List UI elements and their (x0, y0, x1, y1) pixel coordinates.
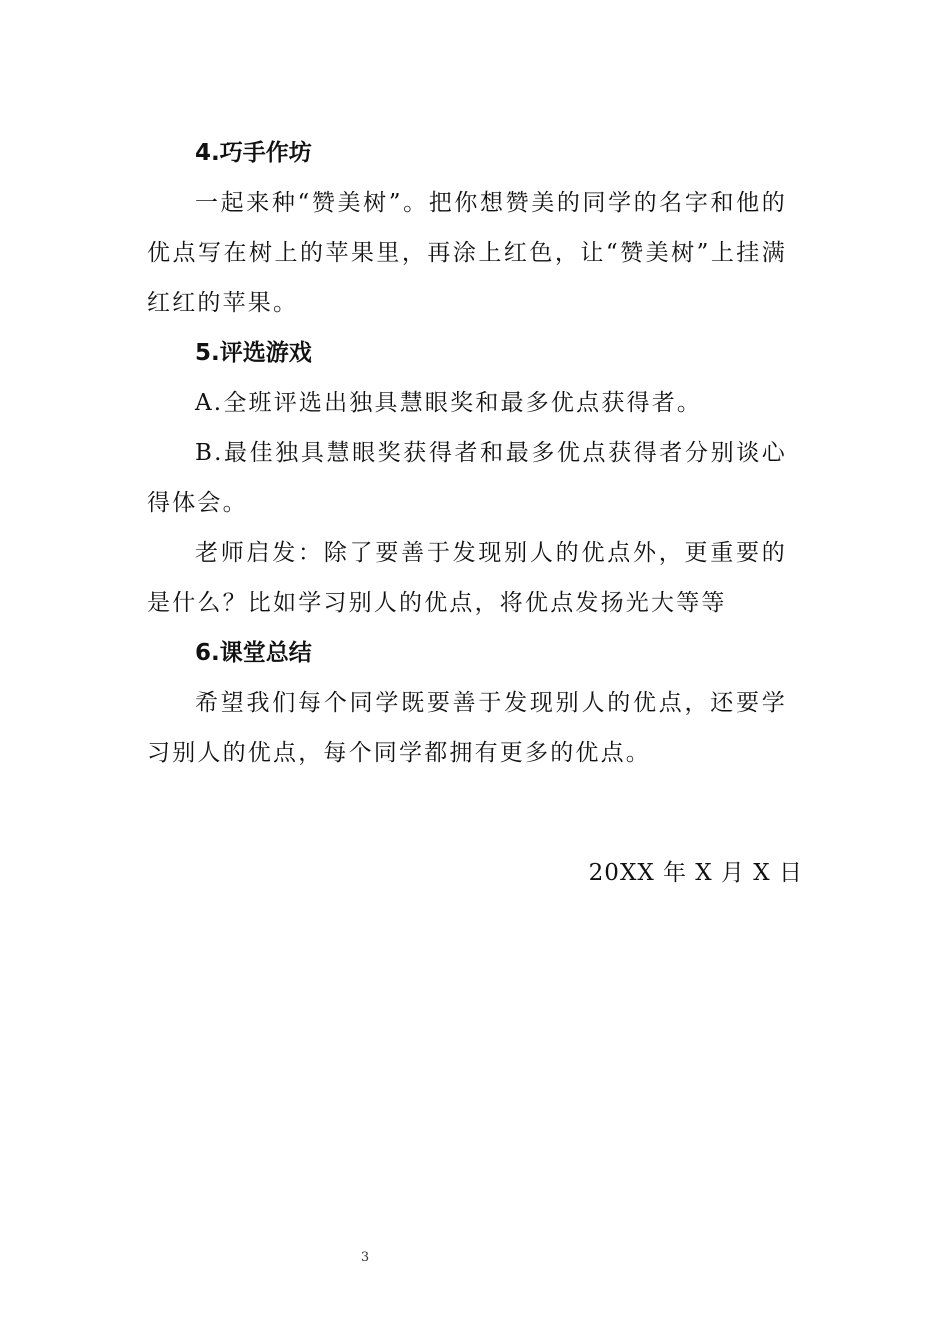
paragraph: A.全班评选出独具慧眼奖和最多优点获得者。 (195, 390, 703, 416)
document-body (147, 128, 787, 778)
page-number: 3 (360, 1250, 370, 1265)
section-heading: 5.评选游戏 (195, 340, 312, 366)
section-heading: 4.巧手作坊 (195, 140, 312, 166)
document-date: 20XX 年 X 月 X 日 (588, 860, 803, 886)
section-heading: 6.课堂总结 (195, 640, 312, 666)
paragraph: B.最佳独具慧眼奖获得者和最多优点获得者分别谈心得体会。 (147, 440, 787, 516)
section-5 (147, 328, 787, 628)
section-6 (147, 628, 787, 778)
section-4 (147, 128, 787, 328)
paragraph: 希望我们每个同学既要善于发现别人的优点，还要学习别人的优点，每个同学都拥有更多的优点。 (147, 690, 787, 766)
paragraph: 一起来种“赞美树”。把你想赞美的同学的名字和他的优点写在树上的苹果里，再涂上红色，让“赞美树”上挂满红红的苹果。 (147, 190, 787, 316)
paragraph: 老师启发：除了要善于发现别人的优点外，更重要的是什么？比如学习别人的优点，将优点发扬光大等等 (147, 540, 787, 616)
